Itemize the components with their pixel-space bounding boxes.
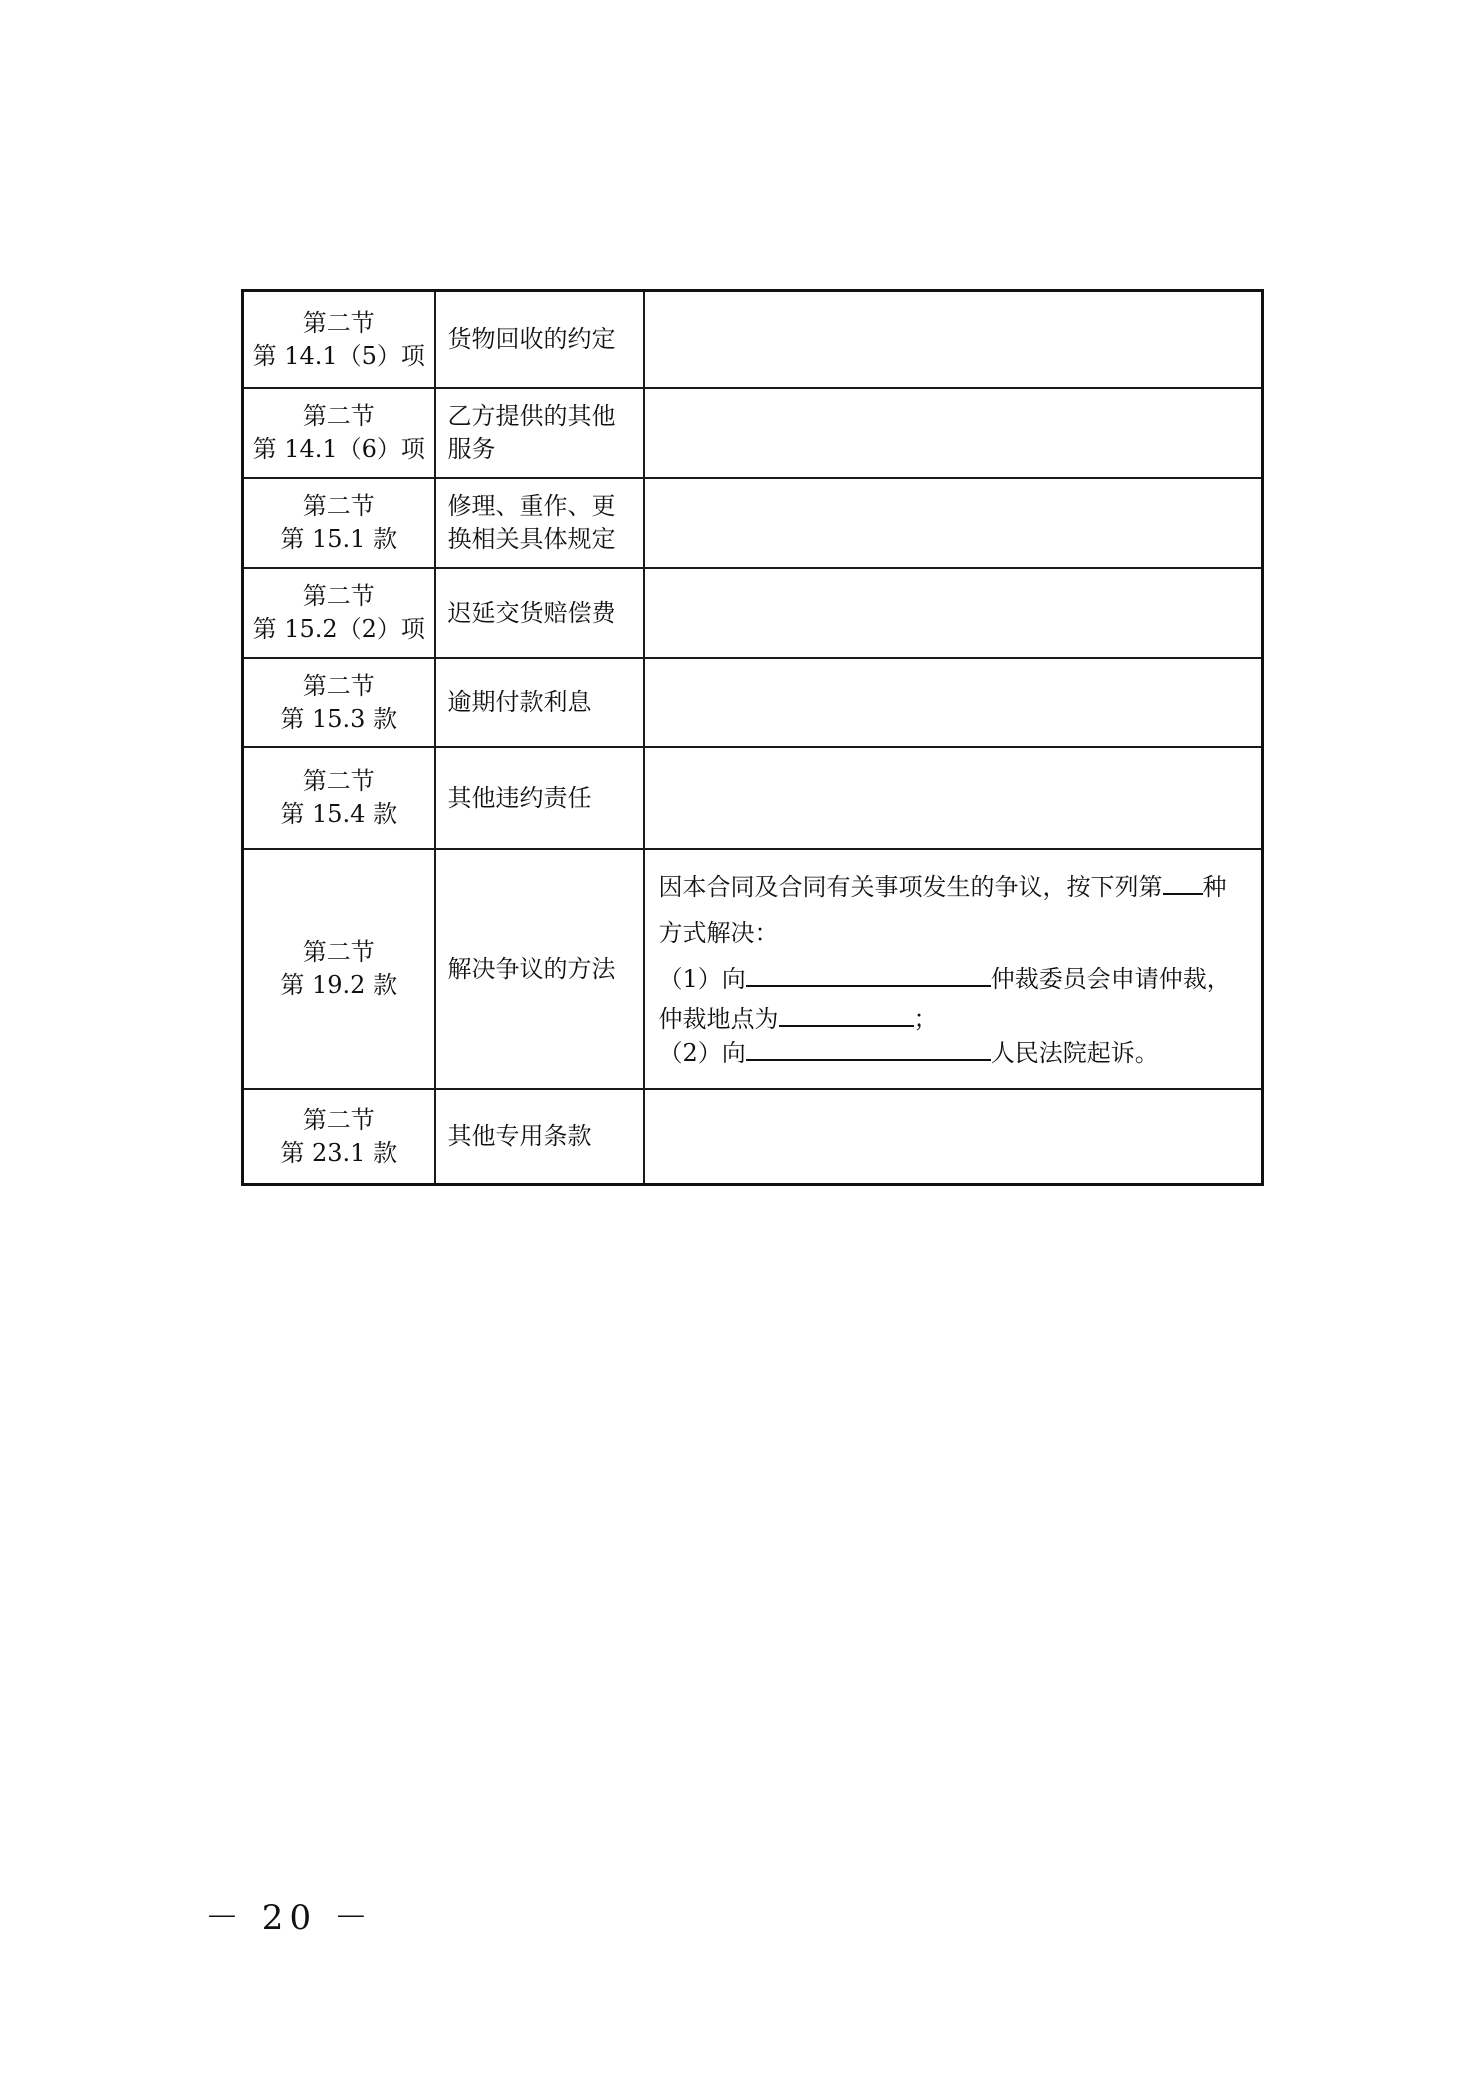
dispute-intro-text: 因本合同及合同有关事项发生的争议，按下列第: [658, 873, 1163, 901]
clause-label: 第 14.1（6）项: [252, 435, 425, 463]
page-number: － 20 －: [205, 1898, 374, 1938]
clause-label: 第 15.2（2）项: [252, 615, 425, 643]
dispute-method-line: 方式解决：: [658, 919, 779, 947]
clause-topic: 其他违约责任: [435, 747, 644, 849]
clause-topic: 乙方提供的其他服务: [435, 388, 644, 478]
table-row: [243, 291, 1263, 389]
clause-topic: 修理、重作、更换相关具体规定: [435, 478, 644, 568]
clause-reference: [243, 568, 435, 658]
option1-suffix: 仲裁委员会申请仲裁，: [990, 965, 1231, 993]
clause-label: 第 15.1 款: [280, 525, 398, 553]
clause-reference: [243, 388, 435, 478]
clause-content: [644, 658, 1263, 747]
arbitration-place-label: 仲裁地点为: [658, 1005, 779, 1033]
clause-topic: 迟延交货赔偿费: [435, 568, 644, 658]
clause-topic: 解决争议的方法: [435, 849, 644, 1089]
section-label: 第二节: [302, 767, 375, 795]
special-terms-table: [241, 289, 1264, 1186]
arbitration-place-line: [659, 1002, 1248, 1036]
method-choice-blank[interactable]: [1163, 871, 1203, 895]
table-row: [243, 658, 1263, 747]
table-row: [243, 1089, 1263, 1185]
option1-prefix: （1）向: [658, 965, 746, 993]
section-label: 第二节: [302, 492, 375, 520]
table-row: [243, 478, 1263, 568]
section-label: 第二节: [302, 671, 375, 700]
clause-topic: 货物回收的约定: [435, 291, 644, 389]
clause-label: 第 14.1（5）项: [252, 341, 425, 370]
clause-reference: [243, 478, 435, 568]
clause-content: [644, 478, 1263, 568]
dispute-resolution-content: [644, 849, 1263, 1089]
clause-label: 第 15.3 款: [280, 704, 398, 733]
clause-reference: [243, 849, 435, 1089]
option2-prefix: （2）向: [658, 1039, 746, 1067]
clause-label: 第 19.2 款: [280, 971, 398, 999]
clause-label: 第 15.4 款: [280, 800, 398, 828]
court-name-blank[interactable]: [746, 1037, 991, 1061]
clause-reference: [243, 291, 435, 389]
clause-label: 第 23.1 款: [280, 1138, 398, 1167]
clause-content: [644, 568, 1263, 658]
table-row: [243, 388, 1263, 478]
clause-content: [644, 1089, 1263, 1185]
litigation-option-line: [659, 1036, 1248, 1070]
option2-suffix: 人民法院起诉。: [990, 1039, 1159, 1067]
arbitration-place-end: ；: [913, 1005, 938, 1033]
clause-reference: [243, 658, 435, 747]
dispute-intro-suffix: 种: [1202, 873, 1227, 901]
dispute-intro-line: [659, 864, 1248, 910]
clause-reference: [243, 747, 435, 849]
section-label: 第二节: [302, 1105, 375, 1134]
clause-reference: [243, 1089, 435, 1185]
arbitration-place-blank[interactable]: [779, 1003, 914, 1027]
table-row: [243, 568, 1263, 658]
clause-content: [644, 291, 1263, 389]
section-label: 第二节: [302, 582, 375, 610]
clause-content: [644, 388, 1263, 478]
table-row: [243, 747, 1263, 849]
arbitration-option-line: [659, 956, 1248, 1002]
arbitration-commission-blank[interactable]: [746, 963, 991, 987]
section-label: 第二节: [302, 938, 375, 966]
clause-topic: 逾期付款利息: [435, 658, 644, 747]
section-label: 第二节: [302, 402, 375, 430]
section-label: 第二节: [302, 308, 375, 337]
clause-content: [644, 747, 1263, 849]
clause-topic: 其他专用条款: [435, 1089, 644, 1185]
table-row: [243, 849, 1263, 1089]
